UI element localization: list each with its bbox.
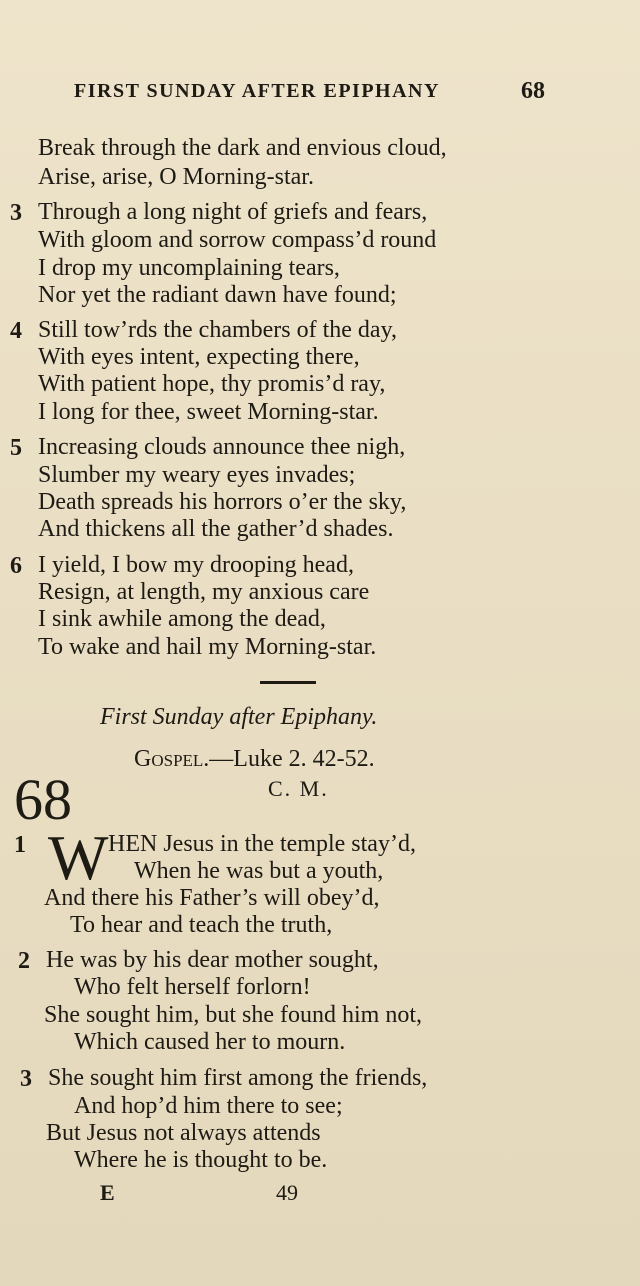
verse-line: To hear and teach the truth, [70, 912, 333, 938]
signature-mark: E [100, 1180, 115, 1205]
verse-line: I sink awhile among the dead, [38, 606, 326, 632]
drop-cap: W [48, 822, 109, 893]
verse-line: When he was but a youth, [134, 858, 384, 884]
verse-line: Still tow’rds the chambers of the day, [38, 317, 398, 343]
verse-line: I long for thee, sweet Morning-star. [38, 399, 379, 425]
verse-line: Where he is thought to be. [74, 1147, 328, 1173]
gospel-reference [134, 746, 375, 773]
gospel-label: Gospel. [134, 746, 210, 772]
verse-line: Death spreads his horrors o’er the sky, [38, 489, 407, 515]
verse-number: 4 [10, 318, 22, 344]
verse-line: Increasing clouds announce thee nigh, [38, 434, 406, 460]
verse-number: 1 [14, 832, 26, 858]
verse-line: She sought him first among the friends, [48, 1065, 428, 1091]
verse-line: With eyes intent, expecting there, [38, 344, 360, 370]
verse-line: Through a long night of griefs and fears, [38, 199, 428, 225]
verse-line: She sought him, but she found him not, [44, 1002, 422, 1028]
verse-line: Who felt herself forlorn! [74, 974, 311, 1000]
verse-line: And thickens all the gather’d shades. [38, 516, 394, 542]
verse-line: Which caused her to mourn. [74, 1029, 346, 1055]
verse-line: With patient hope, thy promis’d ray, [38, 371, 386, 397]
verse-line: Break through the dark and envious cloud, [38, 135, 447, 161]
running-header [0, 78, 640, 114]
verse-line: Resign, at length, my anxious care [38, 579, 370, 605]
hymn-meter: C. M. [268, 776, 329, 801]
verse-line: Slumber my weary eyes invades; [38, 462, 356, 488]
folio-number: 49 [276, 1180, 298, 1205]
verse-line: But Jesus not always attends [46, 1120, 321, 1146]
verse-line: Arise, arise, O Morning-star. [38, 164, 314, 190]
verse-line: With gloom and sorrow compass’d round [38, 227, 437, 253]
verse-number: 2 [18, 948, 30, 974]
verse-line: To wake and hail my Morning-star. [38, 634, 377, 660]
verse-line: HEN Jesus in the temple stay’d, [108, 831, 416, 857]
verse-line: I drop my uncomplaining tears, [38, 255, 340, 281]
verse-line: I yield, I bow my drooping head, [38, 552, 354, 578]
verse-line: And hop’d him there to see; [74, 1093, 343, 1119]
hymn-number: 68 [14, 767, 72, 832]
gospel-citation: —Luke 2. 42-52. [209, 746, 375, 772]
page-number: 68 [521, 78, 545, 104]
verse-number: 5 [10, 435, 22, 461]
verse-line: And there his Father’s will obey’d, [44, 885, 380, 911]
verse-number: 6 [10, 553, 22, 579]
running-title: FIRST SUNDAY AFTER EPIPHANY [74, 80, 440, 102]
page-footer [0, 1180, 640, 1210]
verse-number: 3 [10, 200, 22, 226]
section-title: First Sunday after Epiphany. [100, 704, 378, 730]
section-divider [260, 681, 316, 684]
verse-line: Nor yet the radiant dawn have found; [38, 282, 397, 308]
verse-line: He was by his dear mother sought, [46, 947, 379, 973]
verse-number: 3 [20, 1066, 32, 1092]
